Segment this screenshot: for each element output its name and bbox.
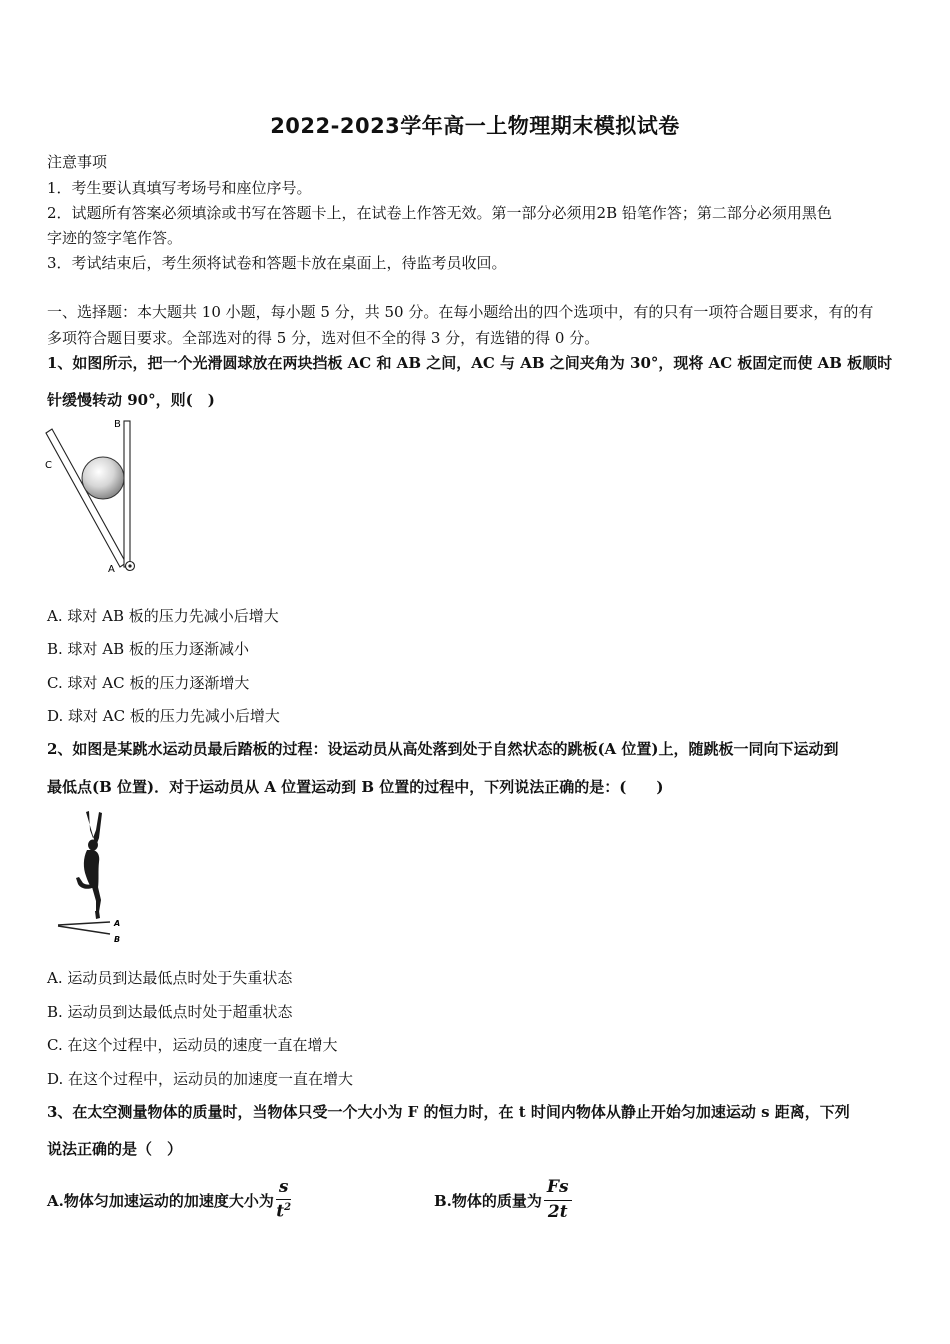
fraction-numerator: s (276, 1178, 292, 1201)
springboard-position-b (58, 926, 110, 934)
label-c: C (45, 460, 52, 471)
q2-option-a: A. 运动员到达最低点时处于失重状态 (47, 969, 293, 987)
diver-silhouette (76, 811, 102, 919)
page-title: 2022-2023学年高一上物理期末模拟试卷 (270, 114, 680, 138)
notice-item-3: 3．考试结束后，考生须将试卷和答题卡放在桌面上，待监考员收回。 (47, 254, 507, 272)
q3-option-a (47, 1170, 291, 1230)
label-a: A (114, 919, 121, 928)
q3-options-row (47, 1170, 907, 1230)
q1-stem-2: 针缓慢转动 90°，则( ) (47, 391, 215, 409)
fraction-denominator: 2t (547, 1201, 568, 1222)
exponent: 2 (284, 1202, 292, 1214)
q1-stem-1: 1、如图所示，把一个光滑圆球放在两块挡板 AC 和 AB 之间，AC 与 AB 之间夹角为 30°，现将 AC 板固定而使 AB 板顺时 (47, 354, 893, 372)
q2-stem-1: 2、如图是某跳水运动员最后踏板的过程：设运动员从高处落到处于自然状态的跳板(A 位置)上，随跳板一同向下运动到 (47, 740, 839, 758)
fraction-numerator: Fs (544, 1178, 572, 1201)
q3-option-a-text: A.物体匀加速运动的加速度大小为 (47, 1191, 274, 1210)
q2-option-d: D. 在这个过程中，运动员的加速度一直在增大 (47, 1070, 354, 1088)
notice-heading: 注意事项 (47, 153, 108, 171)
q1-option-c: C. 球对 AC 板的压力逐渐增大 (47, 674, 250, 692)
notice-item-2: 2．试题所有答案必须填涂或书写在答题卡上，在试卷上作答无效。第一部分必须用2B 铅笔作答；第二部分必须用黑色 (47, 204, 832, 222)
q1-option-d: D. 球对 AC 板的压力先减小后增大 (47, 707, 280, 725)
springboard-position-a (58, 922, 110, 925)
label-b: B (114, 419, 121, 430)
label-a: A (108, 564, 115, 575)
q3-option-b-text: B.物体的质量为 (434, 1191, 542, 1210)
q3-stem-1: 3、在太空测量物体的质量时，当物体只受一个大小为 F 的恒力时，在 t 时间内物体从静止开始匀加速运动 s 距离，下列 (47, 1103, 850, 1121)
q2-figure-diver-on-springboard (52, 808, 132, 950)
notice-item-2-cont: 字迹的签字笔作答。 (47, 229, 183, 247)
q2-option-c: C. 在这个过程中，运动员的速度一直在增大 (47, 1036, 338, 1054)
q1-figure-ball-between-boards (42, 415, 142, 580)
q3-option-b-fraction (544, 1178, 572, 1222)
q3-stem-2: 说法正确的是（ ） (47, 1140, 183, 1158)
q3-option-b (434, 1170, 572, 1230)
q1-option-a: A. 球对 AB 板的压力先减小后增大 (47, 607, 279, 625)
section-instructions-2: 多项符合题目要求。全部选对的得 5 分，选对但不全的得 3 分，有选错的得 0 分。 (47, 329, 600, 347)
q2-option-b: B. 运动员到达最低点时处于超重状态 (47, 1003, 293, 1021)
section-instructions-1: 一、选择题：本大题共 10 小题，每小题 5 分，共 50 分。在每小题给出的四个选项中，有的只有一项符合题目要求，有的有 (47, 303, 874, 321)
board-ac (46, 429, 126, 567)
board-ab (124, 421, 130, 567)
q3-option-a-fraction (276, 1178, 292, 1223)
fraction-denominator: $t^2$ (276, 1201, 292, 1222)
q1-option-b: B. 球对 AB 板的压力逐渐减小 (47, 640, 249, 658)
label-b: B (114, 935, 121, 944)
notice-item-1: 1．考生要认真填写考场号和座位序号。 (47, 179, 312, 197)
q2-stem-2: 最低点(B 位置)．对于运动员从 A 位置运动到 B 位置的过程中，下列说法正确的是：( ) (47, 778, 664, 796)
smooth-ball (82, 457, 124, 499)
